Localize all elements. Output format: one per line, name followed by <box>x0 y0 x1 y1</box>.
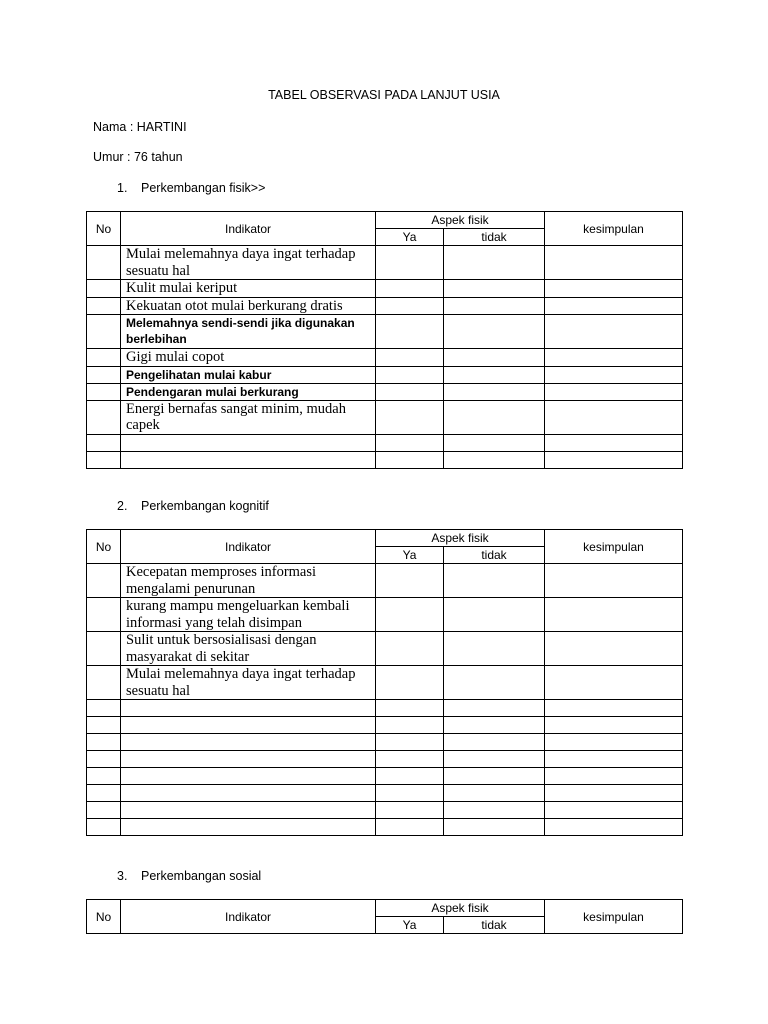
cell-tidak[interactable] <box>444 734 545 751</box>
cell-no <box>87 297 121 315</box>
header-aspek-fisik: Aspek fisik <box>376 900 545 917</box>
cell-tidak[interactable] <box>444 632 545 666</box>
cell-kesimpulan[interactable] <box>545 598 683 632</box>
cell-indikator <box>121 819 376 836</box>
cell-tidak[interactable] <box>444 802 545 819</box>
cell-kesimpulan[interactable] <box>545 451 683 468</box>
cell-ya[interactable] <box>376 632 444 666</box>
cell-kesimpulan[interactable] <box>545 751 683 768</box>
cell-no <box>87 349 121 367</box>
cell-indikator <box>121 751 376 768</box>
cell-tidak[interactable] <box>444 598 545 632</box>
header-ya: Ya <box>376 917 444 934</box>
cell-indikator <box>121 802 376 819</box>
table-row <box>87 768 683 785</box>
cell-ya[interactable] <box>376 666 444 700</box>
cell-no <box>87 564 121 598</box>
cell-indikator: Kulit mulai keriput <box>121 280 376 298</box>
table-row <box>87 751 683 768</box>
cell-no <box>87 819 121 836</box>
cell-tidak[interactable] <box>444 434 545 451</box>
cell-indikator <box>121 434 376 451</box>
cell-indikator: Kecepatan memproses informasi mengalami penurunan <box>121 564 376 598</box>
cell-kesimpulan[interactable] <box>545 366 683 383</box>
cell-no <box>87 734 121 751</box>
table-row <box>87 717 683 734</box>
cell-kesimpulan[interactable] <box>545 819 683 836</box>
cell-kesimpulan[interactable] <box>545 632 683 666</box>
cell-no <box>87 246 121 280</box>
cell-kesimpulan[interactable] <box>545 700 683 717</box>
table-row <box>87 434 683 451</box>
cell-kesimpulan[interactable] <box>545 785 683 802</box>
cell-indikator: Pengelihatan mulai kabur <box>121 366 376 383</box>
cell-ya[interactable] <box>376 768 444 785</box>
cell-tidak[interactable] <box>444 819 545 836</box>
cell-indikator: Melemahnya sendi-sendi jika digunakan berlebihan <box>121 315 376 349</box>
cell-ya[interactable] <box>376 717 444 734</box>
table-row <box>87 366 683 383</box>
cell-tidak[interactable] <box>444 297 545 315</box>
header-no: No <box>87 530 121 564</box>
table-row <box>87 297 683 315</box>
table-row <box>87 315 683 349</box>
header-tidak: tidak <box>444 917 545 934</box>
cell-indikator: Mulai melemahnya daya ingat terhadap sesuatu hal <box>121 246 376 280</box>
section-title: Perkembangan fisik>> <box>141 181 266 195</box>
cell-kesimpulan[interactable] <box>545 280 683 298</box>
header-no: No <box>87 212 121 246</box>
observation-table-fisik <box>86 211 683 469</box>
cell-no <box>87 315 121 349</box>
header-ya: Ya <box>376 229 444 246</box>
section-heading-fisik <box>117 181 265 195</box>
cell-kesimpulan[interactable] <box>545 383 683 400</box>
cell-no <box>87 632 121 666</box>
table-row <box>87 451 683 468</box>
table-row <box>87 564 683 598</box>
header-tidak: tidak <box>444 547 545 564</box>
cell-indikator <box>121 734 376 751</box>
section-number: 2. <box>117 499 128 513</box>
cell-tidak[interactable] <box>444 785 545 802</box>
header-kesimpulan: kesimpulan <box>545 900 683 934</box>
cell-ya[interactable] <box>376 297 444 315</box>
cell-kesimpulan[interactable] <box>545 717 683 734</box>
table-row <box>87 383 683 400</box>
cell-tidak[interactable] <box>444 349 545 367</box>
cell-kesimpulan[interactable] <box>545 564 683 598</box>
cell-indikator <box>121 451 376 468</box>
cell-no <box>87 400 121 434</box>
cell-tidak[interactable] <box>444 768 545 785</box>
table-row <box>87 734 683 751</box>
cell-indikator: Mulai melemahnya daya ingat terhadap sesuatu hal <box>121 666 376 700</box>
cell-indikator <box>121 717 376 734</box>
cell-kesimpulan[interactable] <box>545 297 683 315</box>
cell-no <box>87 451 121 468</box>
section-title: Perkembangan kognitif <box>141 499 269 513</box>
cell-no <box>87 700 121 717</box>
cell-no <box>87 280 121 298</box>
cell-kesimpulan[interactable] <box>545 666 683 700</box>
cell-ya[interactable] <box>376 434 444 451</box>
table-row <box>87 349 683 367</box>
header-tidak: tidak <box>444 229 545 246</box>
section-title: Perkembangan sosial <box>141 869 262 883</box>
cell-indikator <box>121 785 376 802</box>
cell-kesimpulan[interactable] <box>545 349 683 367</box>
cell-no <box>87 785 121 802</box>
header-row <box>87 900 683 917</box>
cell-no <box>87 366 121 383</box>
section-number: 3. <box>117 869 128 883</box>
cell-ya[interactable] <box>376 280 444 298</box>
cell-tidak[interactable] <box>444 400 545 434</box>
cell-tidak[interactable] <box>444 366 545 383</box>
document-title: TABEL OBSERVASI PADA LANJUT USIA <box>268 88 500 102</box>
cell-indikator: Pendengaran mulai berkurang <box>121 383 376 400</box>
cell-ya[interactable] <box>376 734 444 751</box>
cell-indikator: Energi bernafas sangat minim, mudah capek <box>121 400 376 434</box>
table-row <box>87 400 683 434</box>
cell-no <box>87 802 121 819</box>
cell-kesimpulan[interactable] <box>545 802 683 819</box>
header-indikator: Indikator <box>121 212 376 246</box>
cell-ya[interactable] <box>376 785 444 802</box>
observation-table-sosial <box>86 899 683 934</box>
cell-ya[interactable] <box>376 819 444 836</box>
header-indikator: Indikator <box>121 900 376 934</box>
cell-ya[interactable] <box>376 366 444 383</box>
cell-kesimpulan[interactable] <box>545 246 683 280</box>
header-aspek-fisik: Aspek fisik <box>376 212 545 229</box>
header-no: No <box>87 900 121 934</box>
table-row <box>87 598 683 632</box>
header-kesimpulan: kesimpulan <box>545 530 683 564</box>
cell-tidak[interactable] <box>444 315 545 349</box>
cell-tidak[interactable] <box>444 700 545 717</box>
cell-ya[interactable] <box>376 315 444 349</box>
section-heading-sosial <box>117 869 261 883</box>
cell-tidak[interactable] <box>444 280 545 298</box>
header-row <box>87 212 683 229</box>
cell-no <box>87 768 121 785</box>
section-number: 1. <box>117 181 128 195</box>
cell-indikator: kurang mampu mengeluarkan kembali informasi yang telah disimpan <box>121 598 376 632</box>
table-row <box>87 246 683 280</box>
header-row <box>87 530 683 547</box>
section-heading-kognitif <box>117 499 269 513</box>
cell-indikator: Gigi mulai copot <box>121 349 376 367</box>
table-row <box>87 632 683 666</box>
cell-indikator: Sulit untuk bersosialisasi dengan masyarakat di sekitar <box>121 632 376 666</box>
patient-name: Nama : HARTINI <box>93 120 187 134</box>
cell-kesimpulan[interactable] <box>545 400 683 434</box>
cell-kesimpulan[interactable] <box>545 315 683 349</box>
cell-ya[interactable] <box>376 751 444 768</box>
cell-ya[interactable] <box>376 598 444 632</box>
cell-kesimpulan[interactable] <box>545 734 683 751</box>
cell-no <box>87 598 121 632</box>
cell-ya[interactable] <box>376 564 444 598</box>
cell-ya[interactable] <box>376 246 444 280</box>
cell-ya[interactable] <box>376 451 444 468</box>
cell-no <box>87 383 121 400</box>
patient-age: Umur : 76 tahun <box>93 150 183 164</box>
header-aspek-fisik: Aspek fisik <box>376 530 545 547</box>
cell-tidak[interactable] <box>444 717 545 734</box>
table-row <box>87 785 683 802</box>
cell-indikator: Kekuatan otot mulai berkurang dratis <box>121 297 376 315</box>
cell-tidak[interactable] <box>444 751 545 768</box>
table-row <box>87 280 683 298</box>
cell-tidak[interactable] <box>444 246 545 280</box>
cell-ya[interactable] <box>376 349 444 367</box>
table-row <box>87 819 683 836</box>
cell-tidak[interactable] <box>444 383 545 400</box>
cell-indikator <box>121 768 376 785</box>
cell-ya[interactable] <box>376 700 444 717</box>
cell-indikator <box>121 700 376 717</box>
cell-ya[interactable] <box>376 400 444 434</box>
header-kesimpulan: kesimpulan <box>545 212 683 246</box>
header-ya: Ya <box>376 547 444 564</box>
table-row <box>87 802 683 819</box>
cell-tidak[interactable] <box>444 666 545 700</box>
observation-table-kognitif <box>86 529 683 836</box>
cell-ya[interactable] <box>376 383 444 400</box>
table-row <box>87 666 683 700</box>
cell-no <box>87 717 121 734</box>
cell-ya[interactable] <box>376 802 444 819</box>
cell-no <box>87 434 121 451</box>
header-indikator: Indikator <box>121 530 376 564</box>
cell-kesimpulan[interactable] <box>545 434 683 451</box>
cell-tidak[interactable] <box>444 564 545 598</box>
table-row <box>87 700 683 717</box>
cell-no <box>87 666 121 700</box>
cell-no <box>87 751 121 768</box>
cell-tidak[interactable] <box>444 451 545 468</box>
cell-kesimpulan[interactable] <box>545 768 683 785</box>
